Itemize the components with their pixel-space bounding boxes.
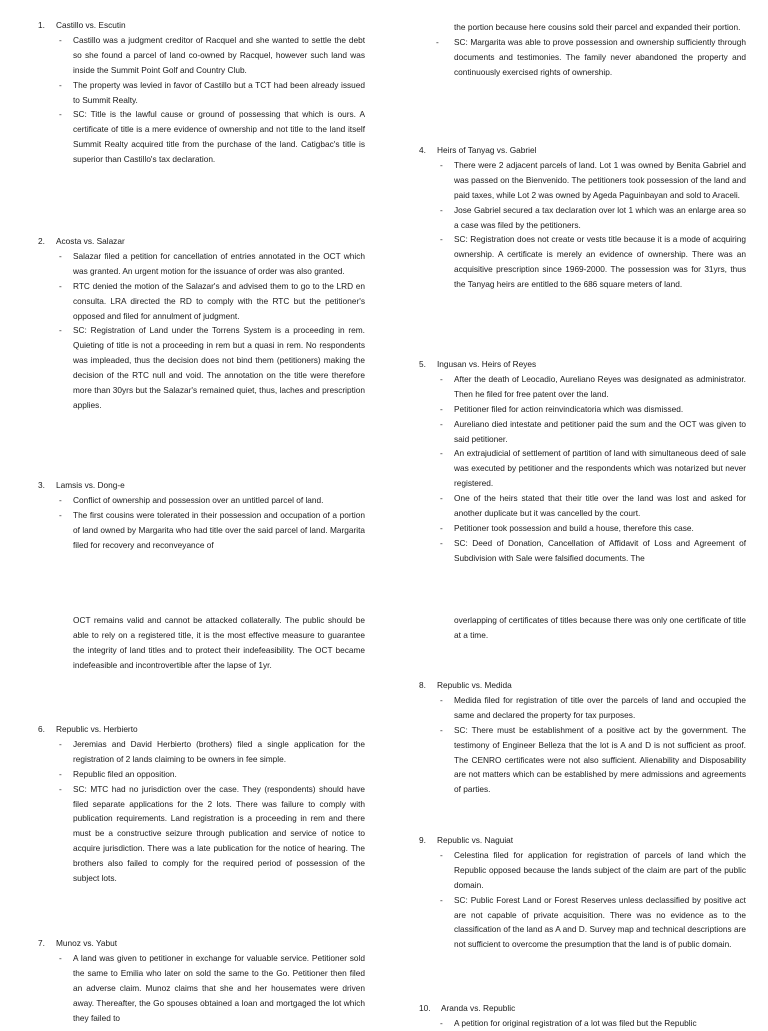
- bullet-item: [440, 158, 746, 203]
- bullet-item: [59, 323, 365, 412]
- case-9: [419, 833, 746, 952]
- dash-bullet-icon: -: [59, 768, 62, 779]
- bullet-text: SC: Deed of Donation, Cancellation of Affidavit of Loss and Agreement of Subdivision with Sale were falsified documents. The: [454, 537, 746, 563]
- dash-bullet-icon: -: [59, 738, 62, 749]
- dash-bullet-icon: -: [59, 325, 62, 336]
- bullet-item: [440, 693, 746, 723]
- case-5: [419, 357, 746, 566]
- bullet-text: Medida filed for registration of title over the parcels of land and occupied the same and declared the property for tax purposes.: [454, 694, 746, 720]
- bullet-item: [440, 402, 746, 417]
- dash-bullet-icon: -: [440, 522, 443, 533]
- case-title: Ingusan vs. Heirs of Reyes: [437, 359, 537, 369]
- bullet-text: Jose Gabriel secured a tax declaration over lot 1 which was an enlarge area so a case was filed by the petitioners.: [454, 204, 746, 230]
- dash-bullet-icon: -: [440, 724, 443, 735]
- case-number: 9.: [419, 835, 426, 845]
- case-heading: [419, 1001, 746, 1016]
- bullet-item: [440, 536, 746, 566]
- dash-bullet-icon: -: [59, 494, 62, 505]
- case-heading: [38, 722, 365, 737]
- bullet-text: Conflict of ownership and possession over an untitled parcel of land.: [73, 494, 324, 505]
- bullet-item: [59, 951, 365, 1026]
- case-title: Republic vs. Medida: [437, 680, 512, 690]
- dash-bullet-icon: -: [440, 403, 443, 414]
- case-heading: [419, 678, 746, 693]
- case-heading: [38, 18, 365, 33]
- bullet-text: SC: MTC had no jurisdiction over the case. They (respondents) should have filed separate applications for the 2 lots. There was failure to comply with publication requirements. Land registration is a proceeding in rem and there must be a constructive seizure through publication and service of notice to acquire jurisdiction. There was a late publication for the notice of hearing. The brothers also failed to comply for the required period of possession of the subject lots.: [73, 783, 365, 884]
- case-title: Munoz vs. Yabut: [56, 938, 118, 948]
- dash-bullet-icon: -: [440, 373, 443, 384]
- case-2: [38, 234, 365, 413]
- bullet-item: [59, 767, 365, 782]
- case-8: [419, 678, 746, 797]
- bullet-item: [436, 35, 746, 80]
- bullet-item: [440, 446, 746, 491]
- bullet-text: Jeremias and David Herbierto (brothers) filed a single application for the registration of 2 lands claiming to be owners in fee simple.: [73, 738, 365, 764]
- case-heading: [419, 833, 746, 848]
- bullet-item: [440, 521, 746, 536]
- bullet-text: SC: Registration of Land under the Torrens System is a proceeding in rem. Quieting of title is not a proceeding in rem but a quasi in rem. No respondents was impleaded, thus the decision does not bind them (petitioners) making the decision of the RTC null and void. The annotation on the title were therefore more than 30yrs but the Salazar's remained quiet, thus, laches and prescription applies.: [73, 325, 365, 410]
- bullet-item: [59, 107, 365, 167]
- dash-bullet-icon: -: [440, 493, 443, 504]
- dash-bullet-icon: -: [440, 1017, 443, 1028]
- case-number: 6.: [38, 724, 45, 734]
- case-number: 3.: [38, 480, 45, 490]
- case-title: Heirs of Tanyag vs. Gabriel: [437, 145, 537, 155]
- dash-bullet-icon: -: [59, 783, 62, 794]
- bullet-text: One of the heirs stated that their title over the land was lost and asked for another duplicate but it was cancelled by the court.: [454, 493, 746, 519]
- bullet-text: Petitioner took possession and build a house, therefore this case.: [454, 522, 694, 533]
- continued-text: the portion because here cousins sold their parcel and expanded their portion.: [454, 22, 741, 32]
- bullet-item: [440, 203, 746, 233]
- bullet-item: [59, 737, 365, 767]
- bullet-text: Salazar filed a petition for cancellation of entries annotated in the OCT which was granted. An urgent motion for the issuance of order was also granted.: [73, 250, 365, 276]
- bullet-item: [440, 893, 746, 953]
- case-1: [38, 18, 365, 167]
- bullet-item: [440, 417, 746, 447]
- bullet-item: [440, 491, 746, 521]
- bullet-text: SC: Margarita was able to prove possession and ownership sufficiently through documents and testimonies. The family never abandoned the property and continuously exercised rights of ownership.: [454, 36, 746, 77]
- case-title: Republic vs. Herbierto: [56, 724, 138, 734]
- bullet-text: SC: There must be establishment of a positive act by the government. The testimony of Engineer Belleza that the lot is A and D is not sufficient as proof. The CENRO certificates were not also sufficient. Alienability and Disposability are not matters which can be established by mere admissions and agreements of parties.: [454, 724, 746, 795]
- dash-bullet-icon: -: [440, 537, 443, 548]
- case-number: 4.: [419, 145, 426, 155]
- case-title: Aranda vs. Republic: [441, 1003, 516, 1013]
- continued-paragraph: OCT remains valid and cannot be attacked collaterally. The public should be able to rely on a registered title, it is the most effective measure to guarantee the integrity of land titles and to protect their indefeasibility. The OCT became indefeasible and incontrovertible after the lapse of 1yr.: [73, 615, 365, 670]
- bullet-text: A land was given to petitioner in exchange for valuable service. Petitioner sold the same to Emilia who later on sold the same to the Go. Petitioner then filed an adverse claim. Munoz claims that she and her housemates were driven away. Thereafter, the Go spouses obtained a loan and mortgaged the lot which they failed to: [73, 952, 365, 1023]
- bullet-item: [59, 493, 365, 508]
- case-title: Acosta vs. Salazar: [56, 236, 125, 246]
- bullet-text: Aureliano died intestate and petitioner paid the sum and the OCT was given to said petitioner.: [454, 418, 746, 444]
- bullet-item: [440, 372, 746, 402]
- bullet-text: Castillo was a judgment creditor of Racquel and she wanted to settle the debt so she found a parcel of land co-owned by Racquel, however such land was inside the Summit Point Golf and Country Club.: [73, 34, 365, 75]
- case-heading: [38, 936, 365, 951]
- case-number: 8.: [419, 680, 426, 690]
- case-heading: [38, 234, 365, 249]
- case-7: [38, 936, 365, 1025]
- bullet-item: [440, 232, 746, 292]
- bullet-item: [59, 33, 365, 78]
- case-heading: [419, 143, 746, 158]
- case-heading: [38, 478, 365, 493]
- case-heading: [419, 357, 746, 372]
- dash-bullet-icon: -: [440, 418, 443, 429]
- bullet-text: Petitioner filed for action reinvindicatoria which was dismissed.: [454, 403, 684, 414]
- case-6: [38, 722, 365, 886]
- case-10: [419, 1001, 746, 1031]
- case-4: [419, 143, 746, 292]
- case-3-continued: [436, 20, 746, 80]
- case-number: 2.: [38, 236, 45, 246]
- case-number: 7.: [38, 938, 45, 948]
- case-number: 5.: [419, 359, 426, 369]
- bullet-text: SC: Public Forest Land or Forest Reserves unless declassified by positive act are not capable of private acquisition. There was no evidence as to the classification of the land as A and D. Survey map and technical descriptions are not sufficient to overcome the presumption that the land is of public domain.: [454, 894, 746, 950]
- dash-bullet-icon: -: [59, 34, 62, 45]
- dash-bullet-icon: -: [59, 509, 62, 520]
- bullet-text: A petition for original registration of a lot was filed but the Republic: [454, 1017, 697, 1028]
- bullet-text: The property was levied in favor of Castillo but a TCT had been already issued to Summit Realty.: [73, 79, 365, 105]
- case-title: Lamsis vs. Dong-e: [56, 480, 125, 490]
- bullet-text: An extrajudicial of settlement of partition of land with simultaneous deed of sale was executed by petitioner and the respondents which was notarized but never registered.: [454, 448, 746, 489]
- dash-bullet-icon: -: [440, 448, 443, 459]
- dash-bullet-icon: -: [59, 250, 62, 261]
- bullet-text: After the death of Leocadio, Aureliano Reyes was designated as administrator. Then he filed for free patent over the land.: [454, 373, 746, 399]
- bullet-item: [59, 249, 365, 279]
- case-number: 1.: [38, 20, 45, 30]
- bullet-item: [59, 782, 365, 886]
- dash-bullet-icon: -: [59, 280, 62, 291]
- dash-bullet-icon: -: [440, 234, 443, 245]
- case-title: Castillo vs. Escutin: [56, 20, 126, 30]
- dash-bullet-icon: -: [436, 36, 439, 47]
- bullet-text: SC: Title is the lawful cause or ground of possessing that which is ours. A certificate of title is a mere evidence of ownership and not title to the land itself Summit Realty acquired title from the purchase of the land. Catigbac's title is superior than Castillo's tax declaration.: [73, 109, 365, 165]
- case-number: 10.: [419, 1003, 431, 1013]
- bullet-text: SC: Registration does not create or vests title because it is a mode of acquiring ownership. A certificate is merely an evidence of ownership. There was an acquisitive prescription since 1969-2000. The possession was for 31yrs, thus the Tanyag heirs are entitled to the 686 square meters of land.: [454, 234, 746, 290]
- bullet-item: [59, 508, 365, 553]
- dash-bullet-icon: -: [59, 952, 62, 963]
- dash-bullet-icon: -: [440, 849, 443, 860]
- bullet-item: [440, 1016, 746, 1031]
- bullet-item: [440, 848, 746, 893]
- bullet-text: Celestina filed for application for registration of parcels of land which the Republic opposed because the lands subject of the claim are part of the public domain.: [454, 849, 746, 890]
- dash-bullet-icon: -: [440, 204, 443, 215]
- bullet-text: Republic filed an opposition.: [73, 768, 177, 779]
- bullet-item: [59, 78, 365, 108]
- bullet-text: There were 2 adjacent parcels of land. Lot 1 was owned by Benita Gabriel and was passed on the Bienvenido. The petitioners took possession of the land and paid taxes, while Lot 2 was owned by Ageda Paguinbayan and sold to Araceli.: [454, 159, 746, 200]
- dash-bullet-icon: -: [440, 694, 443, 705]
- case-title: Republic vs. Naguiat: [437, 835, 514, 845]
- dash-bullet-icon: -: [59, 79, 62, 90]
- continued-paragraph: overlapping of certificates of titles because there was only one certificate of title at a time.: [454, 615, 746, 640]
- dash-bullet-icon: -: [440, 894, 443, 905]
- case-3: [38, 478, 365, 553]
- dash-bullet-icon: -: [440, 159, 443, 170]
- bullet-text: The first cousins were tolerated in their possession and occupation of a portion of land owned by Margarita who had title over the said parcel of land. Margarita filed for recovery and reconveyance of: [73, 509, 365, 550]
- dash-bullet-icon: -: [59, 109, 62, 120]
- bullet-item: [440, 723, 746, 798]
- bullet-text: RTC denied the motion of the Salazar's and advised them to go to the LRD en consulta. LRA directed the RD to comply with the RTC but the petitioner's opposed and filed for annulment of judgment.: [73, 280, 365, 321]
- bullet-item: [59, 279, 365, 324]
